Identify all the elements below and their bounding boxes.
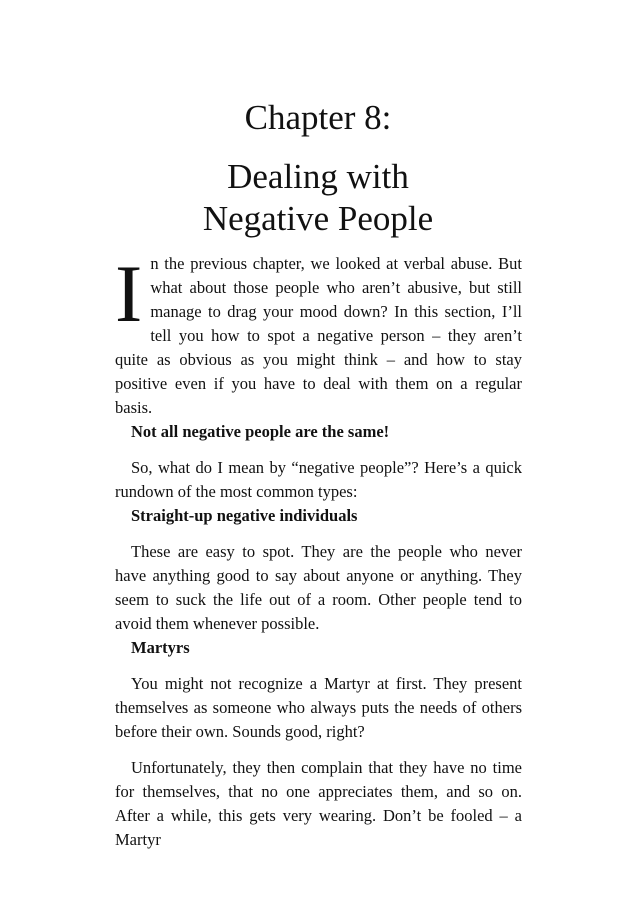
section-heading-not-all-same: Not all negative people are the same! bbox=[131, 422, 390, 441]
paragraph-martyrs-continued: Unfortunately, they then complain that they have no time for themselves, that no one appreciates them, and so on. After a while, this gets very wearing. Don’t be fooled – a Martyr bbox=[115, 758, 522, 849]
chapter-title bbox=[0, 156, 636, 240]
paragraph-rundown: So, what do I mean by “negative people”? Here’s a quick rundown of the most common types: bbox=[115, 458, 522, 501]
chapter-title-line-2: Negative People bbox=[202, 199, 434, 238]
chapter-number: Chapter 8: bbox=[244, 98, 392, 137]
section-heading-straight-up: Straight-up negative individuals bbox=[131, 506, 358, 525]
paragraph-straight-up: These are easy to spot. They are the people who never have anything good to say about anyone or anything. They seem to suck the life out of a room. Other people tend to avoid them whenever possible. bbox=[115, 542, 522, 633]
chapter-title-line-1: Dealing with bbox=[227, 157, 409, 196]
intro-paragraph bbox=[115, 248, 522, 420]
intro-text: n the previous chapter, we looked at verbal abuse. But what about those people who aren’t abusive, but still manage to drag your mood down? In this section, I’ll tell you how to spot a negative person – they aren’t quite as obvious as you might think – and how to stay positive even if you have to deal with them on a regular basis. bbox=[115, 254, 522, 417]
drop-cap: I bbox=[115, 248, 143, 339]
chapter-body bbox=[115, 248, 522, 852]
paragraph-martyrs: You might not recognize a Martyr at first. They present themselves as someone who always puts the needs of others before their own. Sounds good, right? bbox=[115, 674, 522, 741]
section-heading-martyrs: Martyrs bbox=[131, 638, 190, 657]
